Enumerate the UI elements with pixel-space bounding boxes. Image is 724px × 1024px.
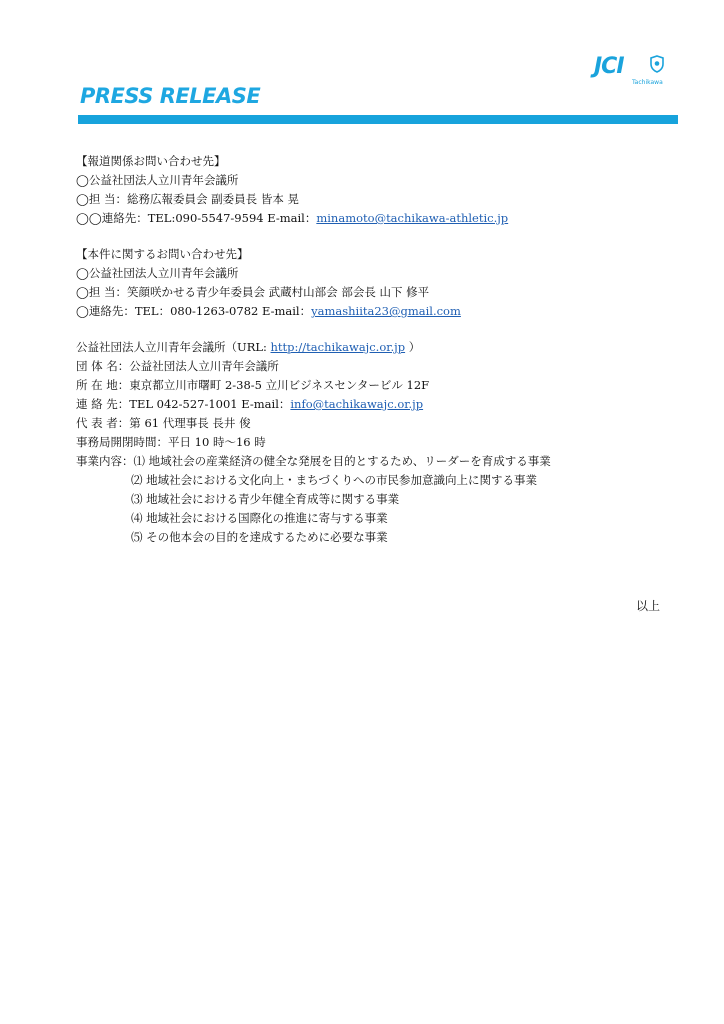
project-contact-org: ◯公益社団法人立川青年会議所 [76, 266, 239, 280]
org-representative: 代 表 者：第 61 代理事長 長井 俊 [76, 416, 251, 430]
press-contact-email-link[interactable]: minamoto@tachikawa-athletic.jp [316, 211, 509, 225]
business-label: 事業内容： [76, 454, 134, 468]
project-contact-person: ◯担 当：笑顔咲かせる青少年委員会 武蔵村山部会 部会長 山下 修平 [76, 285, 430, 299]
shield-icon [650, 55, 664, 73]
org-url-link[interactable]: http://tachikawajc.or.jp [270, 340, 406, 354]
business-item: ⑵ 地域社会における文化向上・まちづくりへの市民参加意識向上に関する事業 [131, 473, 538, 487]
press-contact-line [76, 209, 508, 228]
business-item: ⑷ 地域社会における国際化の推進に寄与する事業 [131, 511, 388, 525]
press-contact-prefix: ◯◯連絡先：TEL:090-5547-9594 E-mail： [76, 211, 317, 225]
logo-subtext: Tachikawa [632, 79, 663, 86]
org-url-line [76, 338, 551, 357]
org-info-block [76, 338, 551, 547]
project-contact-line [76, 302, 461, 321]
header-rule [78, 115, 678, 124]
project-contact-heading: 【本件に関するお問い合わせ先】 [76, 247, 249, 261]
org-url-prefix: 公益社団法人立川青年会議所（URL: [76, 340, 271, 354]
org-contact-prefix: 連 絡 先：TEL 042-527-1001 E-mail： [76, 397, 291, 411]
business-item: ⑶ 地域社会における青少年健全育成等に関する事業 [131, 492, 400, 506]
project-contact-block [76, 245, 461, 321]
business-line-1 [76, 452, 551, 471]
closing-text: 以上 [636, 599, 661, 613]
business-item: ⑸ その他本会の目的を達成するために必要な事業 [131, 530, 388, 544]
jci-logo [594, 50, 674, 90]
org-email-link[interactable]: info@tachikawajc.or.jp [290, 397, 424, 411]
press-contact-person: ◯担 当：総務広報委員会 副委員長 皆本 晃 [76, 192, 299, 206]
org-name: 団 体 名：公益社団法人立川青年会議所 [76, 359, 279, 373]
logo-text: JCI [594, 54, 624, 79]
project-contact-prefix: ◯連絡先：TEL：080-1263-0782 E-mail： [76, 304, 312, 318]
press-contact-block [76, 152, 508, 228]
org-address: 所 在 地：東京都立川市曙町 2-38-5 立川ビジネスセンタービル 12F [76, 378, 430, 392]
press-contact-org: ◯公益社団法人立川青年会議所 [76, 173, 239, 187]
org-contact-line [76, 395, 551, 414]
business-item: ⑴ 地域社会の産業経済の健全な発展を目的とするため、リーダーを育成する事業 [133, 454, 551, 468]
org-url-suffix: ） [405, 340, 421, 354]
project-contact-email-link[interactable]: yamashiita23@gmail.com [311, 304, 461, 318]
org-hours: 事務局開閉時間：平日 10 時～16 時 [76, 435, 266, 449]
page-title: PRESS RELEASE [80, 84, 261, 108]
press-contact-heading: 【報道関係お問い合わせ先】 [76, 154, 226, 168]
